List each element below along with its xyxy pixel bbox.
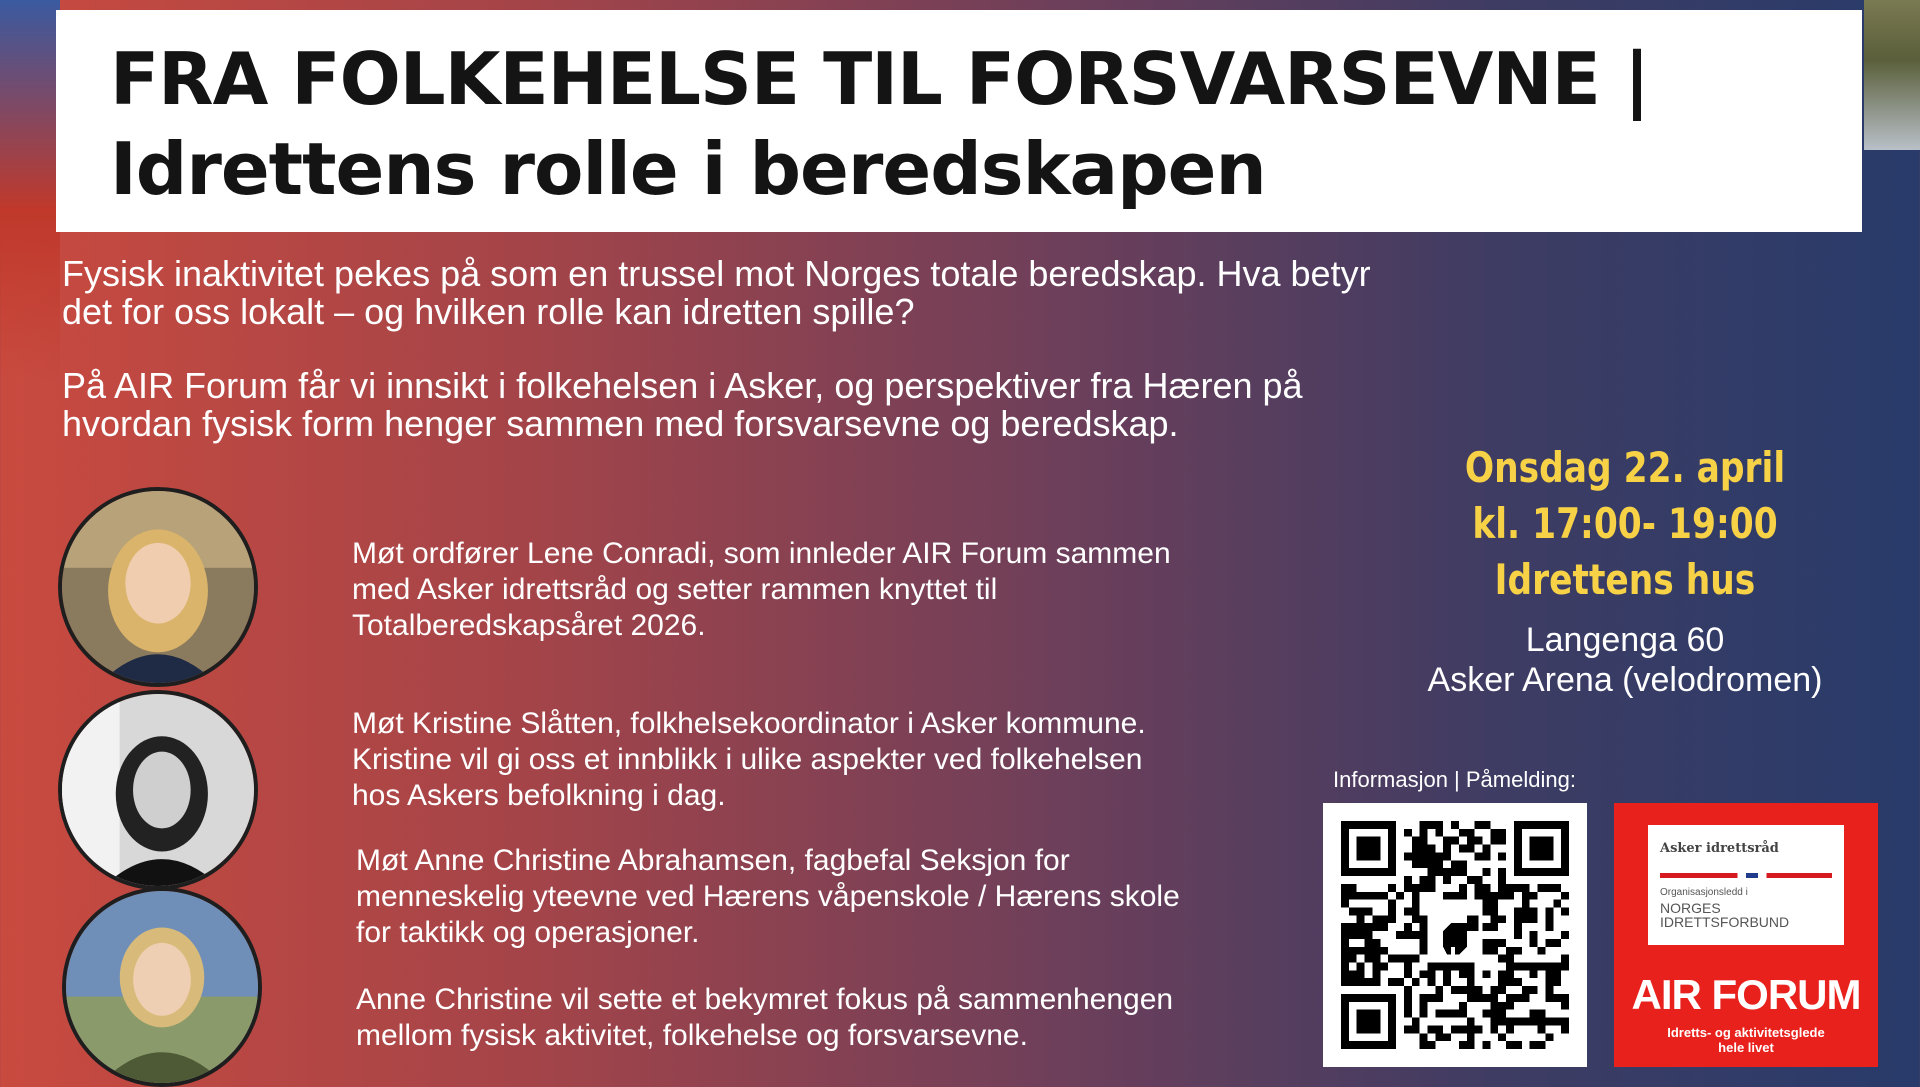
event-time: kl. 17:00- 19:00: [1472, 499, 1778, 548]
speaker-3-line-3: for taktikk og operasjoner.: [356, 916, 700, 949]
speaker-photo-kristine: [58, 690, 258, 890]
dinosaur-icon: [1427, 907, 1482, 962]
title-line-1: FRA FOLKEHELSE TIL FORSVARSEVNE |: [110, 37, 1650, 121]
speaker-2-line-1: Møt Kristine Slåtten, folkhelsekoordinator i Asker kommune.: [352, 707, 1146, 740]
speaker-1-line-2: med Asker idrettsråd og setter rammen knyttet til: [352, 573, 998, 606]
speaker-1-line-3: Totalberedskapsåret 2026.: [352, 609, 706, 642]
intro-p1-line-2: det for oss lokalt – og hvilken rolle kan idretten spille?: [62, 291, 915, 332]
intro-p1-line-1: Fysisk inaktivitet pekes på som en trussel mot Norges totale beredskap. Hva betyr: [62, 253, 1371, 294]
logo-org-name: Asker idrettsråd: [1660, 841, 1779, 856]
event-venue: Idrettens hus: [1494, 555, 1756, 604]
qr-code-icon[interactable]: [1323, 803, 1587, 1067]
finder-pattern-bottom-left: [1345, 998, 1392, 1045]
header-photo-left: [0, 0, 60, 380]
speaker-2-line-2: Kristine vil gi oss et innblikk i ulike aspekter ved folkehelsen: [352, 743, 1143, 776]
logo-nif: [1660, 901, 1840, 929]
finder-pattern-top-right: [1518, 825, 1565, 872]
intro-paragraph-1: [62, 255, 1462, 331]
event-address-1: Langenga 60: [1525, 621, 1725, 659]
title-line-2: Idrettens rolle i beredskapen: [110, 127, 1266, 211]
logo-tag-line-2: hele livet: [1718, 1040, 1774, 1055]
speaker-3-line-1: Møt Anne Christine Abrahamsen, fagbefal Seksjon for: [356, 844, 1070, 877]
air-forum-logo: [1614, 803, 1878, 1067]
intro-p2-line-1: På AIR Forum får vi innsikt i folkehelsen i Asker, og perspektiver fra Hæren på: [62, 365, 1303, 406]
finder-pattern-top-left: [1345, 825, 1392, 872]
logo-tagline: [1614, 1025, 1878, 1055]
speaker-photo-lene: [58, 487, 258, 687]
speaker-text-1: [352, 536, 1171, 644]
logo-sub: Organisasjonsledd i: [1660, 887, 1748, 898]
event-date: Onsdag 22. april: [1464, 443, 1786, 492]
info-label: Informasjon | Påmelding:: [1333, 767, 1576, 792]
speaker-1-line-1: Møt ordfører Lene Conradi, som innleder AIR Forum sammen: [352, 537, 1171, 570]
speaker-text-2: [352, 706, 1146, 814]
logo-title: AIR FORUM: [1631, 971, 1861, 1018]
intro-p2-line-2: hvordan fysisk form henger sammen med forsvarsevne og beredskap.: [62, 403, 1179, 444]
logo-nif-line-2: IDRETTSFORBUND: [1660, 914, 1790, 930]
closing-line-1: Anne Christine vil sette et bekymret fokus på sammenhengen: [356, 983, 1174, 1016]
speaker-2-line-3: hos Askers befolkning i dag.: [352, 779, 726, 812]
flag-bar: [1660, 873, 1832, 878]
speaker-3-line-2: menneskelig yteevne ved Hærens våpenskole / Hærens skole: [356, 880, 1180, 913]
closing-text: [356, 982, 1173, 1054]
asker-idrettsrad-badge: [1648, 825, 1844, 945]
logo-nif-line-1: NORGES: [1660, 900, 1721, 916]
speaker-text-3: [356, 843, 1180, 951]
intro-text: [62, 255, 1462, 479]
event-address-2: Asker Arena (velodromen): [1427, 661, 1823, 699]
event-details: [1400, 440, 1850, 700]
logo-tag-line-1: Idretts- og aktivitetsglede: [1667, 1025, 1825, 1040]
intro-paragraph-2: [62, 367, 1462, 443]
header-photo-right: [1864, 0, 1920, 150]
speaker-photo-anne-christine: [62, 887, 262, 1087]
title-box: [56, 10, 1862, 232]
closing-line-2: mellom fysisk aktivitet, folkehelse og forsvarsevne.: [356, 1019, 1028, 1052]
